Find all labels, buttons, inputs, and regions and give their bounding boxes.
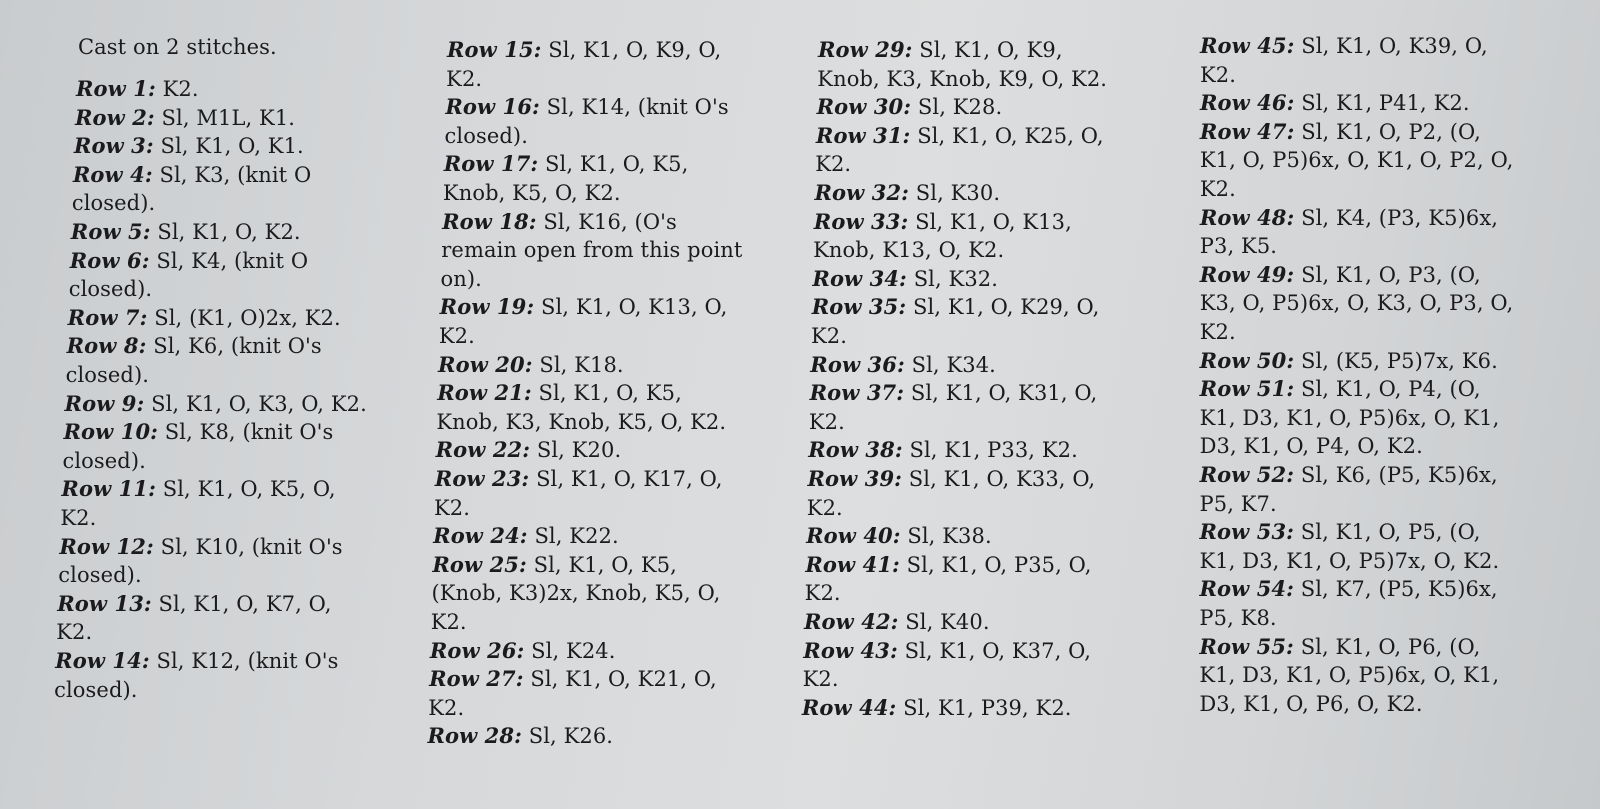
row-instruction [812,265,998,293]
row-instruction [1200,118,1481,146]
row-text: Knob, K5, O, K2. [442,181,621,205]
row-instruction [74,132,304,160]
row-instruction-continued [441,236,742,264]
row-instruction-continued [445,122,528,150]
row-text: Sl, K40. [898,610,990,634]
row-instruction [71,218,301,246]
row-instruction [64,418,334,446]
row-text: Knob, K3, Knob, K5, O, K2. [436,409,727,434]
row-instruction [802,694,1072,722]
row-text: Sl, K8, (knit O's [158,420,334,445]
row-text: Sl, K32. [906,266,999,291]
row-label: Row 17: [443,151,539,177]
row-instruction [68,304,341,332]
row-instruction [73,161,311,189]
row-text: closed). [444,123,528,148]
row-text: Sl, K1, O, P2, (O, [1294,119,1481,144]
row-text: (Knob, K3)2x, Knob, K5, O, [431,581,721,606]
row-text: Sl, K34. [904,352,996,377]
row-label: Row 30: [816,94,912,120]
row-instruction [1200,32,1488,60]
row-text: Sl, K18. [532,352,624,377]
row-label: Row 41: [805,551,900,577]
row-label: Row 26: [429,637,525,663]
row-text: K2. [1199,62,1236,87]
row-text: Sl, K1, O, K3, O, K2. [144,391,367,416]
row-instruction [816,122,1104,150]
row-text: Sl, (K5, P5)7x, K6. [1294,348,1498,373]
row-text: closed). [65,363,150,387]
row-text: Sl, K16, (O's [536,209,677,234]
row-instruction [807,465,1095,493]
row-label: Row 21: [437,380,532,406]
row-label: Row 20: [438,351,533,377]
row-label: Row 32: [814,180,910,205]
row-text: K2. [806,495,843,520]
row-text: K2. [438,324,475,348]
row-label: Row 39: [807,466,903,491]
row-label: Row 24: [433,523,528,549]
row-text: Sl, K6, (knit O's [146,334,322,359]
row-instruction [1200,261,1481,289]
row-instruction [440,293,728,321]
row-label: Row 23: [434,466,530,491]
row-instruction [803,637,1091,665]
row-label: Row 11: [61,476,156,502]
row-text: Sl, K24. [524,638,616,663]
row-text: K1, O, P5)6x, O, K1, O, P2, O, [1199,148,1514,173]
row-instruction [1200,204,1498,232]
row-instruction [435,465,723,493]
row-instruction [444,150,689,178]
row-text: K2. [155,77,199,101]
row-instruction [438,351,624,379]
row-text: Sl, K1, O, P4, (O, [1294,377,1481,402]
row-instruction [432,551,677,579]
row-instruction-continued [440,265,481,293]
row-text: Sl, K1, O, K13, O, [534,295,728,320]
row-text: Knob, K3, Knob, K9, O, K2. [817,66,1108,91]
row-text: Sl, K1, P39, K2. [896,695,1072,720]
row-instruction-continued [434,494,470,522]
row-instruction-continued [1200,232,1277,260]
row-instruction [805,551,1091,579]
row-text: Sl, K1, O, K5, O, [155,477,336,502]
row-label: Row 34: [812,265,907,291]
row-text: Sl, K26. [521,724,614,749]
row-text: Sl, K1, O, K1. [153,134,304,159]
row-instruction-continued [1200,289,1514,317]
row-label: Row 6: [69,247,150,273]
row-text: Sl, K1, O, K21, O, [523,667,717,692]
row-instruction-continued [809,408,845,436]
row-text: K2. [428,695,465,720]
row-instruction-continued [439,322,475,350]
row-label: Row 52: [1199,462,1295,487]
row-instruction [812,293,1100,321]
row-instruction-continued [1199,690,1422,718]
row-label: Row 5: [70,219,151,244]
row-instruction [1199,633,1480,661]
row-instruction-continued [66,361,149,389]
row-instruction [75,104,295,132]
row-instruction [59,533,342,561]
row-instruction-continued [72,189,155,217]
row-text: K2. [815,152,852,177]
row-label: Row 49: [1199,261,1295,287]
row-instruction-continued [431,608,467,636]
row-text: Sl, K1, O, P35, O, [899,552,1092,577]
row-instruction [814,208,1072,236]
row-label: Row 13: [57,590,152,616]
row-text: Sl, K12, (knit O's [149,649,339,673]
row-text: Sl, K22. [527,524,619,549]
row-instruction-continued [1200,490,1277,518]
row-instruction [1199,575,1497,603]
row-label: Row 45: [1200,33,1295,58]
row-text: Sl, K1, O, K29, O, [906,295,1100,320]
row-instruction-continued [817,65,1107,93]
row-label: Row 42: [803,609,899,634]
row-instruction [808,436,1078,464]
row-text: Sl, K4, (knit O [149,248,309,273]
row-text: Sl, K1, O, P6, (O, [1293,634,1481,659]
row-instruction-continued [1200,175,1236,203]
row-instruction-continued [1200,146,1514,174]
row-label: Row 10: [63,419,159,445]
row-text: Sl, K1, O, K17, O, [529,467,723,491]
row-text: Sl, (K1, O)2x, K2. [147,305,341,330]
row-instruction [445,93,728,121]
row-instruction-continued [1200,432,1423,460]
row-label: Row 28: [427,723,522,749]
row-label: Row 31: [815,122,911,148]
row-label: Row 29: [818,37,913,62]
row-label: Row 8: [66,333,147,359]
row-text: K2. [802,667,839,692]
row-instruction-continued [1199,547,1499,575]
row-instruction [436,436,622,464]
row-instruction [57,590,331,618]
row-label: Row 7: [67,304,148,330]
row-instruction [429,665,717,693]
row-text: D3, K1, O, P4, O, K2. [1199,434,1423,459]
row-text: K1, D3, K1, O, P5)6x, O, K1, [1199,405,1500,430]
row-instruction [70,247,308,275]
row-label: Row 38: [808,437,903,463]
row-instruction [1200,518,1481,546]
row-text: K2. [1199,320,1236,344]
row-instruction-continued [805,579,841,607]
row-text: Sl, K38. [900,524,992,549]
row-instruction-continued [1200,61,1236,89]
row-text: Sl, K10, (knit O's [153,534,343,559]
row-instruction-continued [69,275,152,303]
row-text: K2. [60,506,97,530]
row-text: K1, D3, K1, O, P5)6x, O, K1, [1199,663,1500,688]
row-instruction [817,93,1003,121]
row-text: Sl, K7, (P5, K5)6x, [1293,577,1498,602]
row-instruction-continued [428,694,464,722]
row-instruction-continued [446,65,482,93]
row-instruction-continued [436,408,726,436]
row-label: Row 3: [73,133,154,159]
row-label: Row 36: [810,351,905,377]
row-text: K2. [56,620,93,645]
row-label: Row 1: [76,76,156,101]
row-instruction-continued [1200,318,1236,346]
row-text: Sl, K14, (knit O's [539,95,729,120]
row-text: remain open from this point [441,238,743,263]
row-text: closed). [58,563,142,588]
row-text: Sl, K1, P33, K2. [902,438,1078,463]
row-instruction [810,379,1098,407]
row-instruction-continued [54,676,137,704]
row-instruction [447,36,721,64]
row-instruction [55,647,338,675]
row-label: Row 4: [72,161,153,187]
row-instruction-continued [813,236,1004,264]
row-instruction-continued [1199,604,1276,632]
row-instruction-continued [1199,661,1499,689]
row-label: Row 12: [59,533,154,559]
row-instruction-continued [432,579,721,607]
row-instruction [810,351,996,379]
row-label: Row 35: [811,294,907,320]
row-text: Sl, K1, O, K9, [912,38,1063,62]
cast-on-instruction: Cast on 2 stitches. [78,35,277,59]
row-instruction [814,179,1000,207]
row-instruction [804,608,990,636]
row-instruction-continued [58,561,141,589]
row-instruction [430,637,616,665]
row-instruction [61,475,335,503]
row-label: Row 37: [809,380,905,406]
row-label: Row 22: [435,437,531,463]
row-label: Row 25: [432,551,527,577]
row-text: K2. [430,610,467,634]
row-label: Row 14: [55,648,150,673]
row-text: closed). [62,448,146,473]
row-label: Row 16: [445,94,540,120]
row-text: closed). [68,277,153,302]
row-text: K1, D3, K1, O, P5)7x, O, K2. [1199,548,1500,573]
row-text: Sl, K1, O, K39, O, [1294,34,1488,58]
row-text: K3, O, P5)6x, O, K3, O, P3, O, [1199,291,1514,316]
row-text: Sl, K1, O, P5, (O, [1294,520,1481,545]
row-text: Knob, K13, O, K2. [813,238,1005,263]
row-text: Sl, K1, O, K5, [531,381,682,406]
row-label: Row 48: [1199,204,1295,230]
row-text: Sl, K1, P41, K2. [1294,91,1470,116]
row-text: K2. [810,324,848,348]
row-text: Sl, K1, O, P3, (O, [1294,262,1481,287]
row-instruction [818,36,1063,64]
row-text: K2. [433,495,470,520]
row-label: Row 55: [1199,633,1294,659]
row-instruction [442,208,677,236]
row-label: Row 54: [1199,576,1294,602]
row-instruction-continued [803,665,839,693]
row-instruction [67,332,322,360]
row-label: Row 51: [1199,376,1295,402]
row-label: Row 2: [74,104,155,130]
row-label: Row 9: [64,390,145,416]
row-text: D3, K1, O, P6, O, K2. [1199,691,1423,716]
row-instruction-continued [443,179,621,207]
row-instruction [76,75,199,103]
row-instruction [806,522,992,550]
row-text: K2. [1199,177,1236,201]
row-label: Row 40: [806,523,901,549]
row-text: K2. [446,66,483,91]
row-text: closed). [71,191,156,216]
row-instruction [1200,89,1470,117]
row-instruction [437,379,682,407]
row-text: Sl, K1, O, K25, O, [910,123,1104,148]
row-text: Sl, K1, O, K31, O, [904,381,1098,406]
row-instruction [427,722,613,750]
row-label: Row 50: [1199,347,1295,373]
row-instruction [1200,375,1481,403]
row-instruction-continued [815,150,851,178]
row-text: P5, K8. [1199,606,1277,630]
row-instruction [1200,347,1498,375]
row-label: Row 19: [439,294,535,320]
row-text: Sl, M1L, K1. [154,105,296,130]
row-text: Sl, K1, O, K9, O, [541,38,722,62]
row-text: Sl, K1, O, K13, [908,209,1072,234]
row-text: K2. [808,409,845,434]
row-instruction [433,522,619,550]
row-label: Row 44: [801,694,897,720]
row-text: Sl, K1, O, K5, [538,152,689,177]
row-instruction-continued [807,494,843,522]
row-instruction-continued [62,447,145,475]
row-text: Sl, K1, O, K2. [150,220,301,244]
row-text: Sl, K6, (P5, K5)6x, [1294,463,1498,487]
row-instruction-continued [1200,404,1500,432]
row-text: Sl, K1, O, K5, [526,552,677,577]
row-text: Sl, K4, (P3, K5)6x, [1294,205,1499,230]
row-text: Sl, K1, O, K37, O, [897,638,1091,663]
row-label: Row 47: [1199,118,1295,144]
row-instruction [65,390,367,418]
row-text: Sl, K20. [530,438,622,463]
row-label: Row 33: [813,208,909,234]
row-instruction-continued [60,504,96,532]
row-text: on). [440,266,482,291]
row-instruction-continued [811,322,847,350]
row-text: K2. [804,581,841,606]
row-text: P5, K7. [1199,491,1277,516]
row-label: Row 27: [429,666,524,692]
row-label: Row 46: [1199,90,1295,116]
row-text: Sl, K28. [911,95,1003,120]
row-text: Sl, K1, O, K7, O, [151,591,332,616]
row-text: Sl, K3, (knit O [152,162,312,187]
row-label: Row 53: [1199,519,1295,545]
row-label: Row 43: [803,637,898,663]
row-instruction [1200,461,1498,489]
row-text: P3, K5. [1199,234,1278,259]
row-label: Row 18: [442,208,537,234]
row-text: closed). [54,677,138,702]
row-text: Sl, K30. [909,181,1001,205]
row-text: Sl, K1, O, K33, O, [902,467,1096,491]
row-instruction-continued [56,618,92,646]
row-label: Row 15: [447,37,542,62]
